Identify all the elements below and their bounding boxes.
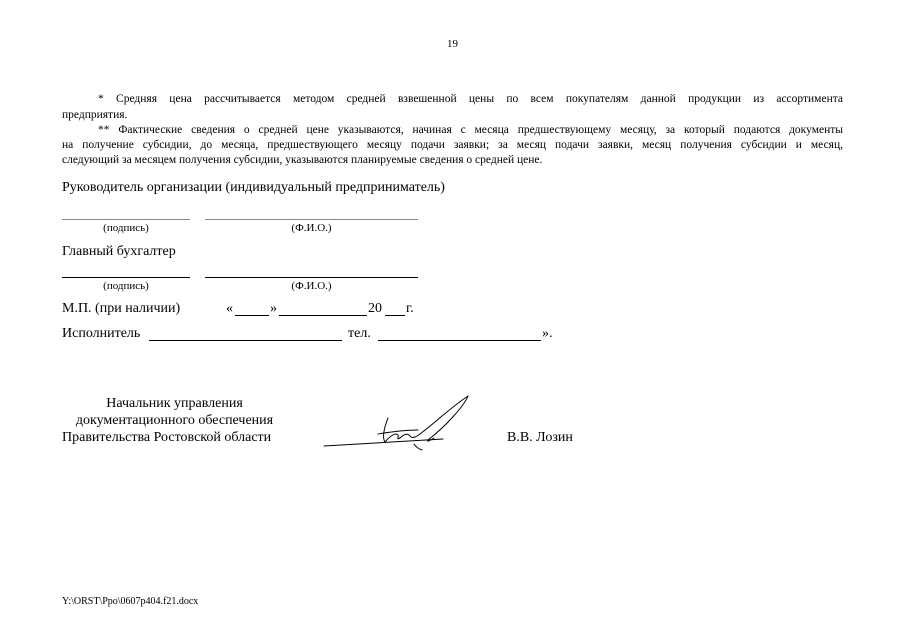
accountant-name-caption: (Ф.И.О.) xyxy=(291,280,332,292)
footnote-2-line-1: ** Фактические сведения о средней цене указываются, начиная с месяца предшествующему месяцу, за который подаются документы xyxy=(98,124,843,136)
phone-label: тел. xyxy=(348,326,371,341)
executor-name-blank xyxy=(149,340,342,341)
date-open-quote: « xyxy=(226,301,233,316)
phone-end: ». xyxy=(542,326,553,341)
date-suffix: г. xyxy=(406,301,414,316)
head-signature-line xyxy=(62,219,190,220)
approval-title-line-2: документационного обеспечения xyxy=(75,413,274,428)
date-year-prefix: 20 xyxy=(368,301,382,316)
footnote-2-line-3: следующий за месяцем получения субсидии, указываются планируемые сведения о средней цене. xyxy=(62,154,543,166)
accountant-signature-caption: (подпись) xyxy=(103,280,149,292)
head-name-line xyxy=(205,219,418,220)
date-month-blank xyxy=(279,315,367,316)
chief-accountant-label: Главный бухгалтер xyxy=(62,244,176,259)
executor-label: Исполнитель xyxy=(62,326,141,341)
footnote-1-line-1: * Средняя цена рассчитывается методом средней взвешенной цены по всем покупателям данной продукции из ассортимента xyxy=(98,93,843,105)
approval-title-line-1: Начальник управления xyxy=(106,396,243,411)
date-close-quote: » xyxy=(270,301,277,316)
signer-name: В.В. Лозин xyxy=(507,430,573,445)
date-day-blank xyxy=(235,315,269,316)
seal-label: М.П. (при наличии) xyxy=(62,301,181,316)
page-number: 19 xyxy=(447,38,458,50)
phone-blank xyxy=(378,340,541,341)
footnote-1-line-2: предприятия. xyxy=(62,109,128,121)
date-year-blank xyxy=(385,315,405,316)
file-path-footer: Y:\ORST\Ppo\0607p404.f21.docx xyxy=(62,596,199,607)
accountant-name-line xyxy=(205,277,418,278)
footnote-2-line-2: на получение субсидии, до месяца, предшествующего месяцу подачи заявки; за месяц подачи заявки, месяц получения субсидии и месяц, xyxy=(62,139,843,151)
handwritten-signature xyxy=(318,392,478,454)
approval-title-line-3: Правительства Ростовской области xyxy=(62,430,272,445)
head-name-caption: (Ф.И.О.) xyxy=(291,222,332,234)
head-signature-caption: (подпись) xyxy=(103,222,149,234)
accountant-signature-line xyxy=(62,277,190,278)
head-of-organization-label: Руководитель организации (индивидуальный предприниматель) xyxy=(62,180,445,195)
